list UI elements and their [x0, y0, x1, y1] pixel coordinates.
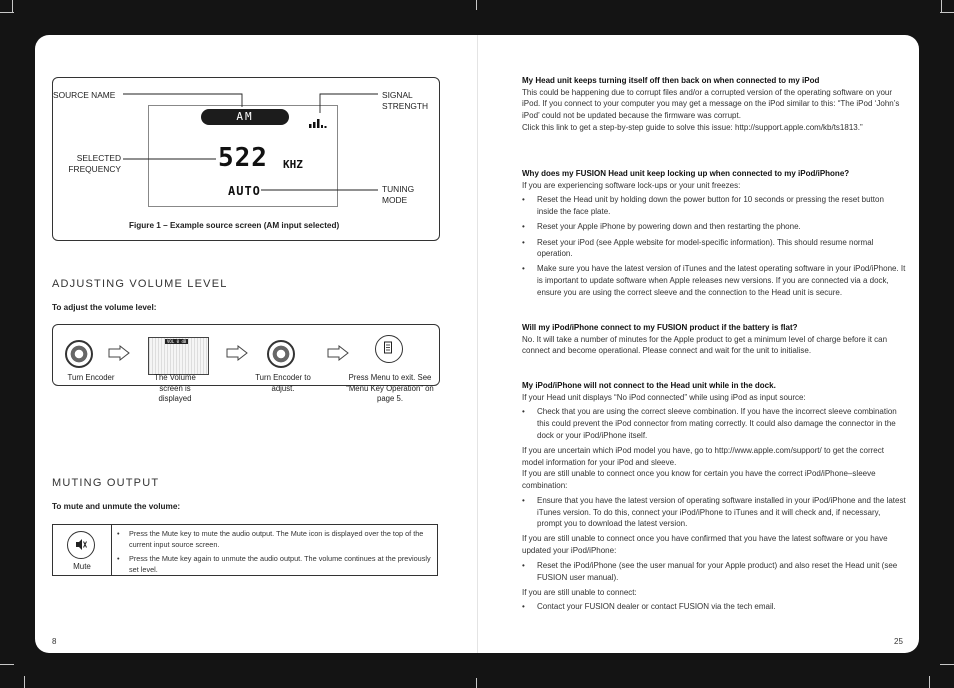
faq-question: My iPod/iPhone will not connect to the Head unit while in the dock.: [522, 381, 776, 390]
mute-key-label: Mute: [73, 562, 91, 571]
lcd-source-pill: AM: [201, 109, 289, 125]
volume-section-heading: ADJUSTING VOLUME LEVEL: [52, 278, 228, 290]
lcd-tuning-mode: AUTO: [228, 184, 261, 198]
volume-section-intro: To adjust the volume level:: [52, 303, 157, 312]
faq-paragraph: No. It will take a number of minutes for the Apple product to get a minimum level of charge before it can connect and become operational. Please connect and wait for the unit to initialise.: [522, 334, 888, 356]
step-caption-turn-encoder: Turn Encoder: [67, 373, 115, 382]
source-name-label: SOURCE NAME: [53, 90, 116, 100]
encoder-knob-icon: [267, 340, 295, 368]
selected-frequency-label: SELECTED FREQUENCY: [68, 153, 121, 174]
arrow-right-icon: [226, 345, 248, 361]
menu-key-icon: [375, 335, 403, 363]
page-number-right: 25: [894, 637, 903, 646]
crop-mark: [24, 676, 25, 688]
tuning-mode-label: TUNING MODE: [382, 184, 415, 205]
faq-paragraph: This could be happening due to corrupt files and/or a corrupted version of the operating software on your iPod. If you connect to your computer you may get a message on the iPod similar to this: “The iPod ‘John’s iPod’ could not be updated because the firmware was corrupt.: [522, 87, 900, 121]
crop-mark: [0, 664, 14, 665]
mute-section-heading: MUTING OUTPUT: [52, 477, 160, 489]
volume-screen-thumbnail: [148, 337, 209, 375]
step-caption-turn-to-adjust: Turn Encoder to adjust.: [255, 373, 311, 393]
figure-caption: Figure 1 – Example source screen (AM input selected): [129, 221, 340, 230]
faq-item: [522, 168, 906, 302]
mute-instructions: [115, 529, 431, 579]
faq-bullet: • Reset the Head unit by holding down the power button for 10 seconds or pressing the reset button inside the face plate.: [522, 194, 906, 217]
mute-key-icon: [67, 531, 95, 559]
faq-paragraph: If you are still unable to connect:: [522, 587, 637, 597]
faq-bullet: • Check that you are using the correct sleeve combination. If you have the incorrect sleeve combination this could prevent the iPod connector from mating correctly. It could also damage the connector in the dock or your iPod/iPhone itself.: [522, 406, 906, 441]
faq-paragraph: Click this link to get a step-by-step guide to solve this issue: http://support.apple.com/kb/ts1813.”: [522, 122, 863, 132]
faq-item: [522, 380, 906, 617]
right-page: [477, 35, 919, 653]
volume-screen-label: VOL 0 dB: [167, 339, 187, 344]
crop-mark: [0, 12, 14, 13]
crop-mark: [476, 678, 477, 688]
faq-paragraph: If you are still unable to connect once you have confirmed that you have the latest software or you have updated your iPod/iPhone:: [522, 534, 888, 556]
faq-bullet: • Reset your iPod (see Apple website for model-specific information). This should resume normal operation.: [522, 237, 906, 260]
arrow-right-icon: [108, 345, 130, 361]
mute-section-intro: To mute and unmute the volume:: [52, 502, 181, 511]
faq-bullet: • Make sure you have the latest version of iTunes and the latest operating software in your iPod/iPhone. It is important to update software when Apple releases new versions. If you are connected via a dock, ensure you are using the correct sleeve and the connection to the Head unit is secure.: [522, 263, 906, 298]
faq-question: Will my iPod/iPhone connect to my FUSION product if the battery is flat?: [522, 323, 798, 332]
faq-item: [522, 322, 906, 357]
signal-strength-label: SIGNAL STRENGTH: [382, 90, 429, 111]
faq-item: [522, 75, 906, 134]
crop-mark: [940, 12, 954, 13]
faq-bullet: • Contact your FUSION dealer or contact FUSION via the tech email.: [522, 601, 906, 613]
encoder-knob-icon: [65, 340, 93, 368]
faq-intro: If you are experiencing software lock-ups or your unit freezes:: [522, 180, 741, 190]
faq-bullet: • Reset your Apple iPhone by powering down and then restarting the phone.: [522, 221, 906, 233]
crop-mark: [476, 0, 477, 10]
crop-mark: [941, 0, 942, 12]
lcd-frequency-unit: KHZ: [283, 158, 303, 171]
mute-bullet: • Press the Mute key again to unmute the audio output. The volume continues at the previously set level.: [115, 554, 431, 575]
mute-key-cell: [53, 525, 112, 575]
crop-mark: [929, 676, 930, 688]
faq-paragraph: If you are uncertain which iPod model you have, go to http://www.apple.com/support/ to get the correct model information for your iPod and sleeve.: [522, 446, 884, 467]
faq-bullet: • Reset the iPod/iPhone (see the user manual for your Apple product) and also reset the Head unit (see FUSION user manual).: [522, 560, 906, 583]
faq-bullet: • Ensure that you have the latest version of operating software installed in your iPod/iPhone and the latest iTunes version. To do this, connect your iPod/iPhone to iTunes and it will check and, if necessary, prompt you to download the latest version.: [522, 495, 906, 530]
mute-table: [52, 524, 438, 576]
step-caption-press-menu: Press Menu to exit. See “Menu Key Operation” on page 5.: [346, 373, 434, 403]
faq-question: Why does my FUSION Head unit keep locking up when connected to my iPod/iPhone?: [522, 169, 850, 178]
crop-mark: [940, 664, 954, 665]
crop-mark: [12, 0, 13, 12]
page-number-left: 8: [52, 637, 57, 646]
faq-paragraph: If you are still unable to connect once you know for certain you have the correct iPod/iPhone–sleeve combination:: [522, 469, 876, 491]
faq-question: My Head unit keeps turning itself off then back on when connected to my iPod: [522, 76, 820, 85]
faq-intro: If your Head unit displays “No iPod connected” while using iPod as input source:: [522, 392, 806, 402]
left-page: [35, 35, 477, 653]
step-caption-volume-screen: The Volume screen is displayed: [154, 373, 196, 403]
arrow-right-icon: [327, 345, 349, 361]
mute-bullet: • Press the Mute key to mute the audio output. The Mute icon is displayed over the top of the current input source screen.: [115, 529, 431, 550]
lcd-frequency: 522: [218, 143, 268, 173]
